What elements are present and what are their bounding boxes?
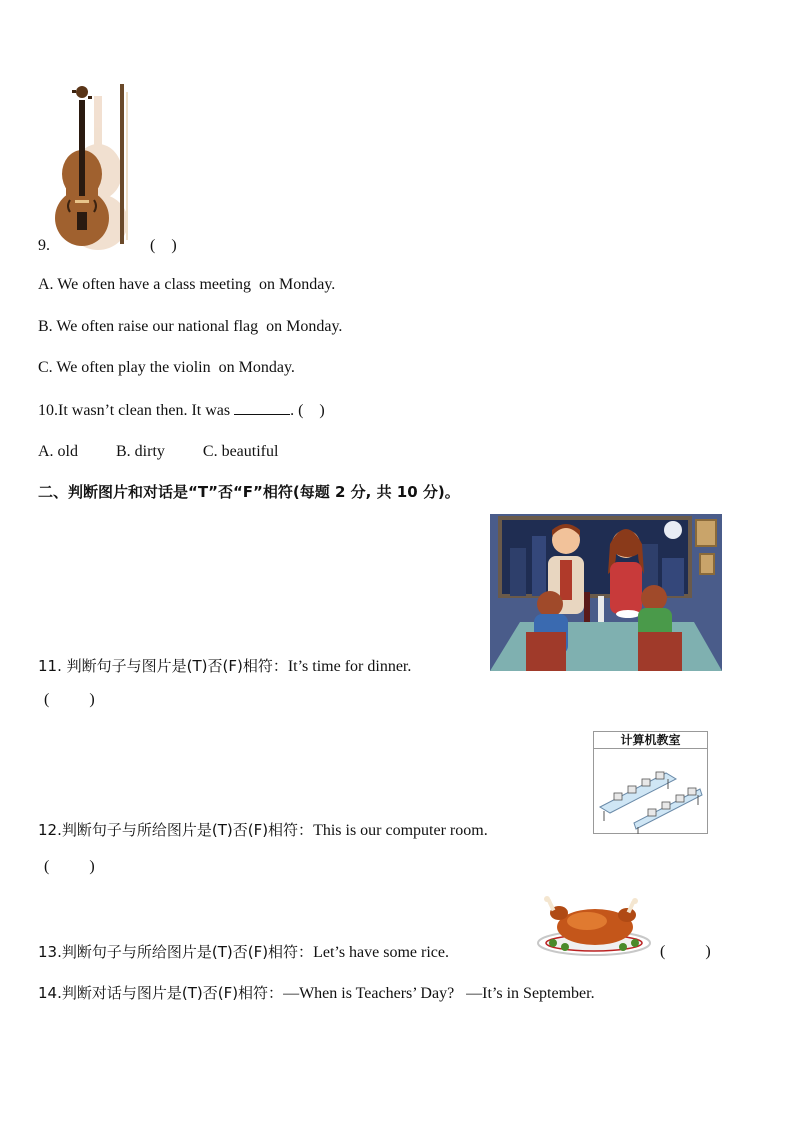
option-a: A. We often have a class meeting on Monday. xyxy=(38,276,336,293)
answer-parentheses: ( ) xyxy=(660,943,711,960)
fill-in-blank xyxy=(234,400,290,415)
question-14-dialogue: —When is Teachers’ Day? —It’s in September. xyxy=(283,985,595,1002)
section-2-heading: 二、判断图片和对话是“T”否“F”相符(每题 2 分, 共 10 分)。 xyxy=(38,483,460,501)
question-9-number: 9. xyxy=(38,237,50,254)
question-11-instruction: 11. 判断句子与图片是(T)否(F)相符： xyxy=(38,657,288,675)
answer-parentheses: ( ) xyxy=(150,237,177,254)
option-c: C. beautiful xyxy=(202,443,279,460)
question-11-sentence: It’s time for dinner. xyxy=(287,658,412,675)
question-13-line xyxy=(38,942,449,963)
question-10-text: 10.It wasn’t clean then. It was xyxy=(38,402,235,419)
answer-parentheses: ( ) xyxy=(44,858,95,875)
question-10-options xyxy=(38,442,278,462)
question-14-line xyxy=(38,983,595,1004)
question-12-line xyxy=(38,820,488,841)
computer-desks-icon xyxy=(594,749,707,834)
computer-room-sign: 计算机教室 xyxy=(594,732,707,749)
option-b: B. dirty xyxy=(116,443,165,460)
answer-parentheses: ( ) xyxy=(44,691,95,708)
question-11-line xyxy=(38,656,411,677)
question-10-stem xyxy=(38,400,325,421)
question-13-sentence: Let’s have some rice. xyxy=(313,944,450,961)
question-10-paren: . ( ) xyxy=(290,402,325,419)
family-dinner-picture xyxy=(490,514,722,671)
option-b: B. We often raise our national flag on Monday. xyxy=(38,318,343,335)
roast-turkey-picture xyxy=(535,893,653,959)
computer-room-picture xyxy=(593,731,708,834)
question-12-instruction: 12.判断句子与所给图片是(T)否(F)相符： xyxy=(38,821,314,839)
question-12-sentence: This is our computer room. xyxy=(313,822,488,839)
question-14-instruction: 14.判断对话与图片是(T)否(F)相符： xyxy=(38,984,284,1002)
option-c: C. We often play the violin on Monday. xyxy=(38,359,295,376)
question-13-instruction: 13.判断句子与所给图片是(T)否(F)相符： xyxy=(38,943,314,961)
violin-picture xyxy=(50,82,142,252)
option-a: A. old xyxy=(38,443,78,460)
